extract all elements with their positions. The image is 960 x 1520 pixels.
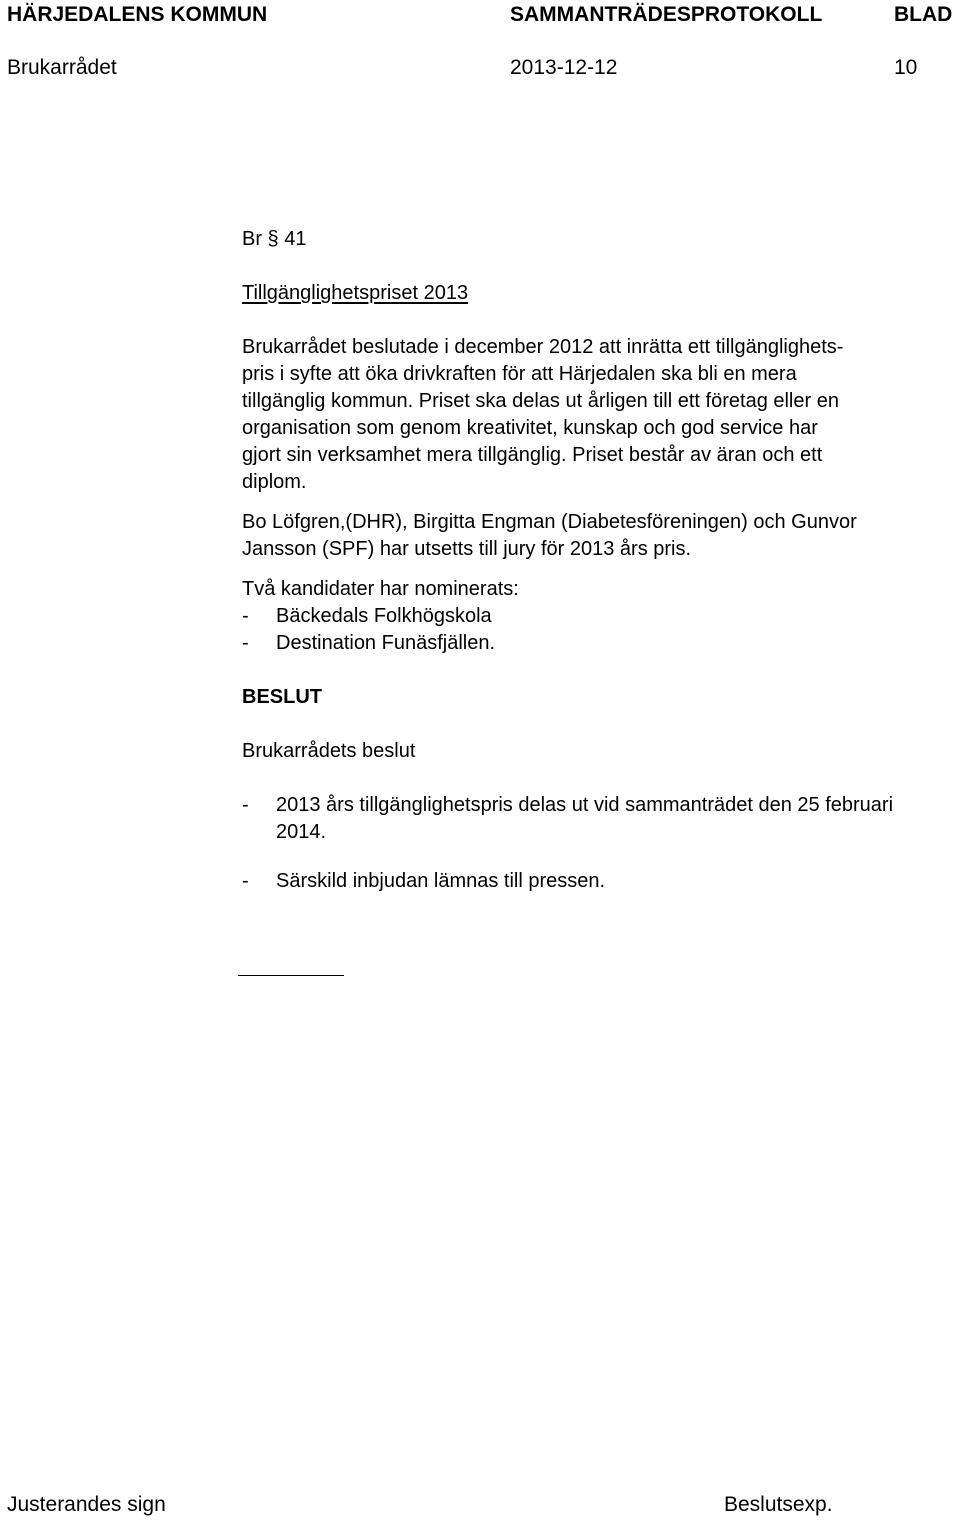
nominees-intro: Två kandidater har nominerats: [242,578,519,600]
decision-text: 2013 års tillgänglighetspris delas ut vid sammanträdet den 25 februari 2014. [276,794,894,843]
paragraph-background [242,334,960,496]
list-dash: - [242,605,249,627]
item-title: Tillgänglighetspriset 2013 [242,282,469,304]
committee-name: Brukarrådet [7,56,117,79]
paragraph-line: diplom. [242,471,307,493]
decision-text: Särskild inbjudan lämnas till pressen. [276,870,606,892]
paragraph-line: tillgänglig kommun. Priset ska delas ut årligen till ett företag eller en [242,390,839,412]
decision-heading: BESLUT [242,686,322,708]
end-rule [238,975,344,976]
paragraph-line: pris i syfte att öka drivkraften för att Härjedalen ska bli en mera [242,363,797,385]
nominee-item [242,630,960,657]
paragraph-line: Bo Löfgren,(DHR), Birgitta Engman (Diabetesföreningen) och Gunvor [242,511,857,533]
nominee-item [242,603,960,630]
paragraph-line: Brukarrådet beslutade i december 2012 att inrätta ett tillgänglighets- [242,336,844,358]
nominee-name: Bäckedals Folkhögskola [276,605,492,627]
nominee-name: Destination Funäsfjällen. [276,632,496,654]
org-name: HÄRJEDALENS KOMMUN [7,3,268,26]
document-type: SAMMANTRÄDESPROTOKOLL [510,3,823,26]
paragraph-line: organisation som genom kreativitet, kunskap och god service har [242,417,818,439]
paragraph-line: gjort sin verksamhet mera tillgänglig. Priset består av äran och ett [242,444,823,466]
footer-signature-label: Justerandes sign [7,1493,166,1516]
decision-item [242,792,960,846]
list-dash: - [242,794,249,816]
decision-subheading: Brukarrådets beslut [242,740,416,762]
paragraph-line: Jansson (SPF) har utsetts till jury för 2013 års pris. [242,538,692,560]
item-number: Br § 41 [242,228,307,250]
page-number: 10 [894,56,918,79]
list-dash: - [242,870,249,892]
list-dash: - [242,632,249,654]
sheet-label: BLAD [894,3,953,26]
footer-dispatch-label: Beslutsexp. [724,1493,833,1516]
meeting-date: 2013-12-12 [510,56,618,79]
paragraph-jury [242,509,960,563]
decision-item [242,868,960,895]
document-body [242,226,960,895]
nominees-section [242,576,960,657]
